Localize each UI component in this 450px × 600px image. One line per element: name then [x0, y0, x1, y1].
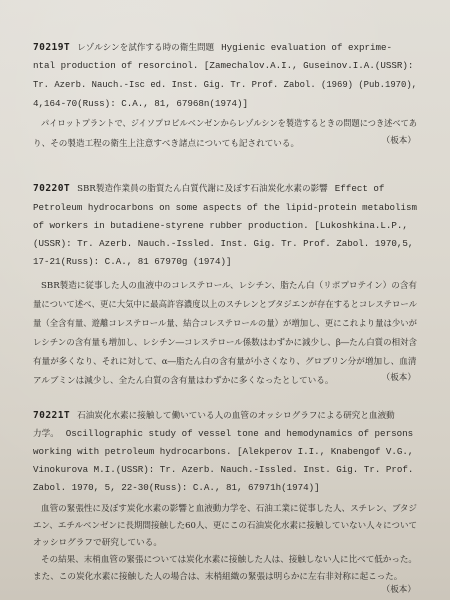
entry-number: 70219T [33, 42, 71, 52]
abstract-text: パイロットプラントで、ジイソプロピルベンゼンからレゾルシンを製造するときの問題につき述べてあ [41, 119, 417, 128]
citation-text: Zabol. 1970, 5, 22-30(Russ): C.A., 81, 67971h(1974)] [33, 482, 320, 492]
abstract-line [33, 517, 417, 530]
abstract-text: エン、エチルベンゼンに長期間接触した60人、更にこの石油炭化水素に接触していない人々について [33, 521, 417, 530]
entry-number: 70221T [33, 410, 71, 420]
entry-title-en: Effect of [334, 183, 385, 193]
abstract-line [41, 551, 417, 564]
entry-heading-line [33, 39, 417, 52]
citation-line [33, 199, 417, 212]
abstract-text: 有量が多くなり、それに対して、α―脂たん白の含有量が小さくなり、グロブリン分が増加し、血清 [33, 357, 417, 366]
abstract-line [33, 334, 417, 347]
entry-heading-line [33, 425, 417, 438]
citation-line [33, 479, 417, 492]
line-content [33, 425, 413, 438]
abstract-text: その結果、末梢血管の緊張については炭化水素に接触した人は、接触しない人に比べて低かった。 [41, 555, 417, 564]
abstractor-signature: （板本） [381, 136, 416, 146]
entry-title-en: Oscillographic study of vessel tone and hemodynamics of persons [65, 428, 414, 438]
abstract-line [33, 372, 363, 385]
abstract-text: オッシログラフで研究している。 [33, 538, 162, 547]
citation-text: working with petroleum hydrocarbons. [Alekperov I.I., Knabengof V.G., [33, 446, 414, 456]
citation-line [33, 443, 417, 456]
entry-title-ja: 力学。 [33, 429, 59, 438]
abstract-text: り、その製造工程の衛生上注意すべき諸点についても記されている。 [33, 139, 300, 148]
abstract-line [33, 296, 417, 309]
citation-line [33, 57, 417, 70]
abstract-text: 量について述べ、更に大気中に最高許容濃度以上のスチレンとブタジエンが存在するとコレステロール [33, 300, 417, 309]
abstract-text: また、この炭化水素に接触した人の場合は、末梢組織の緊張は明らかに左右非対称に起こった。 [33, 572, 403, 581]
citation-line [33, 217, 417, 230]
entry-heading-line [33, 407, 417, 420]
abstract-text: レシチンの含有量も増加し、レシチン―コレステロール係数はわずかに減少し、β―たん白質の相対含 [33, 338, 417, 347]
abstract-line [41, 115, 417, 128]
abstractor-signature: （板本） [381, 585, 416, 595]
citation-text: Tr. Azerb. Nauch.-Isc ed. Inst. Gig. Tr. Prof. Zabol. (1969) (Pub.1970), [33, 79, 417, 89]
citation-line [33, 253, 417, 266]
abstract-text: 量（全含有量、遊離コレステロール量、結合コレステロールの量）が増加し、更にこれより量は少いが [33, 319, 417, 328]
entry-title-ja: 石油炭化水素に接触して働いている人の血管のオッシログラフによる研究と血液動 [77, 411, 395, 420]
abstract-line [33, 135, 363, 148]
entry-title-ja: SBR製造作業員の脂質たん白質代謝に及ぼす石油炭化水素の影響 [77, 184, 328, 193]
abstract-line [41, 277, 417, 290]
citation-text: 17-21(Russ): C.A., 81 67970g (1974)] [33, 256, 232, 266]
abstract-line [33, 353, 417, 366]
abstract-text: アルブミンは減少し、全たん白質の含有量はわずかに多くなったとしている。 [33, 376, 334, 385]
citation-line [33, 461, 417, 474]
abstractor-signature: （板本） [381, 373, 416, 383]
citation-text: Petroleum hydrocarbons on some aspects of the lipid-protein metabolism [33, 202, 417, 212]
citation-text: 4,164-70(Russ): C.A., 81, 67968n(1974)] [33, 98, 249, 108]
citation-text: ntal production of resorcinol. [Zamechalov.A.I., Guseinov.I.A.(USSR): [33, 60, 414, 70]
abstract-text: 血管の緊張性に及ぼす炭化水素の影響と血液動力学を、石油工業に従事した人、スチレン、ブタジ [41, 504, 417, 513]
citation-line [33, 76, 417, 89]
line-content [33, 407, 395, 420]
abstract-line [33, 568, 417, 581]
citation-text: (USSR): Tr. Azerb. Nauch.-Issled. Inst. Gig. Tr. Prof. Zabol. 1970,5, [33, 238, 414, 248]
entry-heading-line [33, 180, 417, 193]
citation-text: of workers in butadiene-styrene rubber production. [Lukoshkina.L.P., [33, 220, 408, 230]
line-content [33, 180, 384, 193]
citation-line [33, 235, 417, 248]
abstract-line [33, 315, 417, 328]
citation-text: Vinokurova M.I.(USSR): Tr. Azerb. Nauch.-Issled. Inst. Gig. Tr. Prof. [33, 464, 414, 474]
line-content [33, 39, 392, 52]
citation-line [33, 95, 417, 108]
entry-title-en: Hygienic evaluation of exprime- [221, 42, 393, 52]
entry-number: 70220T [33, 183, 71, 193]
entry-title-ja: レゾルシンを試作する時の衛生問題 [77, 43, 215, 52]
abstract-line [41, 500, 417, 513]
abstract-text: SBR製造に従事した人の血液中のコレステロール、レシチン、脂たん白（リポプロテイン）の含有 [41, 281, 417, 290]
abstract-line [33, 534, 417, 547]
